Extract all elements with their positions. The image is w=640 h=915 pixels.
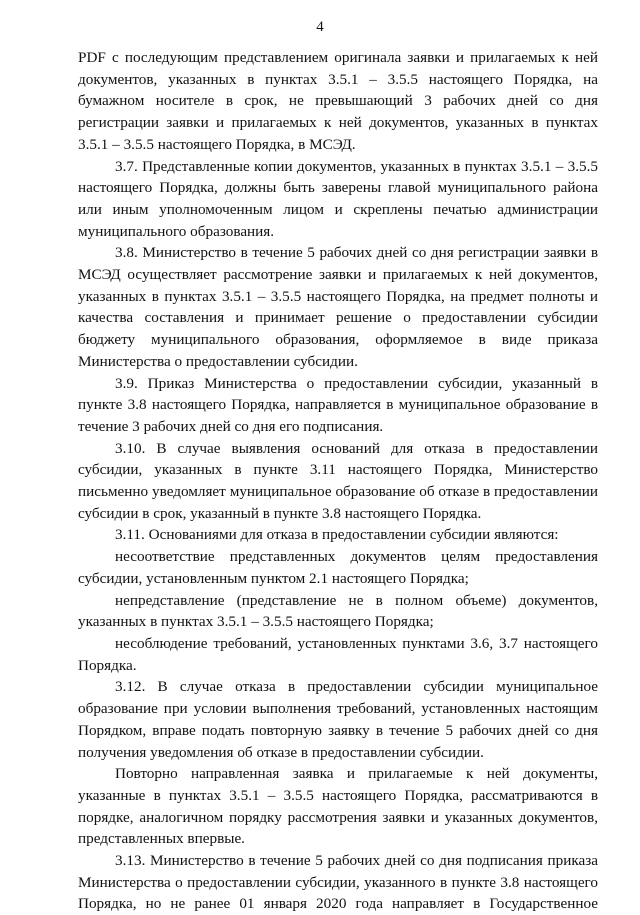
- list-item-refusal-reason-2: непредставление (представление не в полном объеме) документов, указанных в пунктах 3.5.1 – 3.5.5 настоящего Порядка;: [78, 591, 598, 631]
- paragraph-continuation: PDF с последующим представлением оригинала заявки и прилагаемых к ней документов, указанных в пунктах 3.5.1 – 3.5.5 настоящего Порядка, на бумажном носителе в срок, не превышающий 3 рабочих дней со дня регистрации заявки и прилагаемых к ней документов, указанных в пунктах 3.5.1 – 3.5.5 настоящего Порядка, в МСЭД.: [78, 49, 598, 153]
- page-number: 4: [316, 19, 324, 35]
- paragraph-3-11: 3.11. Основаниями для отказа в предоставлении субсидии являются:: [115, 526, 559, 544]
- paragraph-3-9: 3.9. Приказ Министерства о предоставлении субсидии, указанный в пункте 3.8 настоящего Порядка, направляется в муниципальное образование в течение 3 рабочих дней со дня его подписания.: [78, 374, 598, 435]
- document-body: [78, 47, 598, 915]
- paragraph-3-10: 3.10. В случае выявления оснований для отказа в предоставлении субсидии, указанных в пункте 3.11 настоящего Порядка, Министерство письменно уведомляет муниципальное образование об отказе в предоставлении субсидии в срок, указанный в пункте 3.8 настоящего Порядка.: [78, 439, 598, 522]
- list-item-refusal-reason-3: несоблюдение требований, установленных пунктами 3.6, 3.7 настоящего Порядка.: [78, 634, 598, 674]
- paragraph-3-7: 3.7. Представленные копии документов, указанных в пунктах 3.5.1 – 3.5.5 настоящего Порядка, должны быть заверены главой муниципального района или иным уполномоченным лицом и скреплены печатью администрации муниципального образования.: [78, 157, 598, 240]
- paragraph-3-13: 3.13. Министерство в течение 5 рабочих дней со дня подписания приказа Министерства о предоставлении субсидии, указанного в пункте 3.8 настоящего Порядка, но не ранее 01 января 2020 года направляет в Государственное: [78, 852, 598, 913]
- paragraph-3-8: 3.8. Министерство в течение 5 рабочих дней со дня регистрации заявки в МСЭД осуществляет рассмотрение заявки и прилагаемых к ней документов, указанных в пунктах 3.5.1 – 3.5.5 настоящего Порядка, на предмет полноты и качества составления и принимает решение о предоставлении субсидии бюджету муниципального образования, оформляемое в виде приказа Министерства о предоставлении субсидии.: [78, 244, 598, 370]
- list-item-refusal-reason-1: несоответствие представленных документов целям предоставления субсидии, установленным пунктом 2.1 настоящего Порядка;: [78, 548, 598, 587]
- paragraph-repeat-application: Повторно направленная заявка и прилагаемые к ней документы, указанные в пунктах 3.5.1 – 3.5.5 настоящего Порядка, рассматриваются в порядке, аналогичном порядку рассмотрения заявки и указанных документов, представленных впервые.: [78, 765, 598, 848]
- paragraph-3-12: 3.12. В случае отказа в предоставлении субсидии муниципальное образование при условии выполнения требований, установленных настоящим Порядком, вправе подать повторную заявку в течение 5 рабочих дней со дня получения уведомления об отказе в предоставлении субсидии.: [78, 678, 598, 761]
